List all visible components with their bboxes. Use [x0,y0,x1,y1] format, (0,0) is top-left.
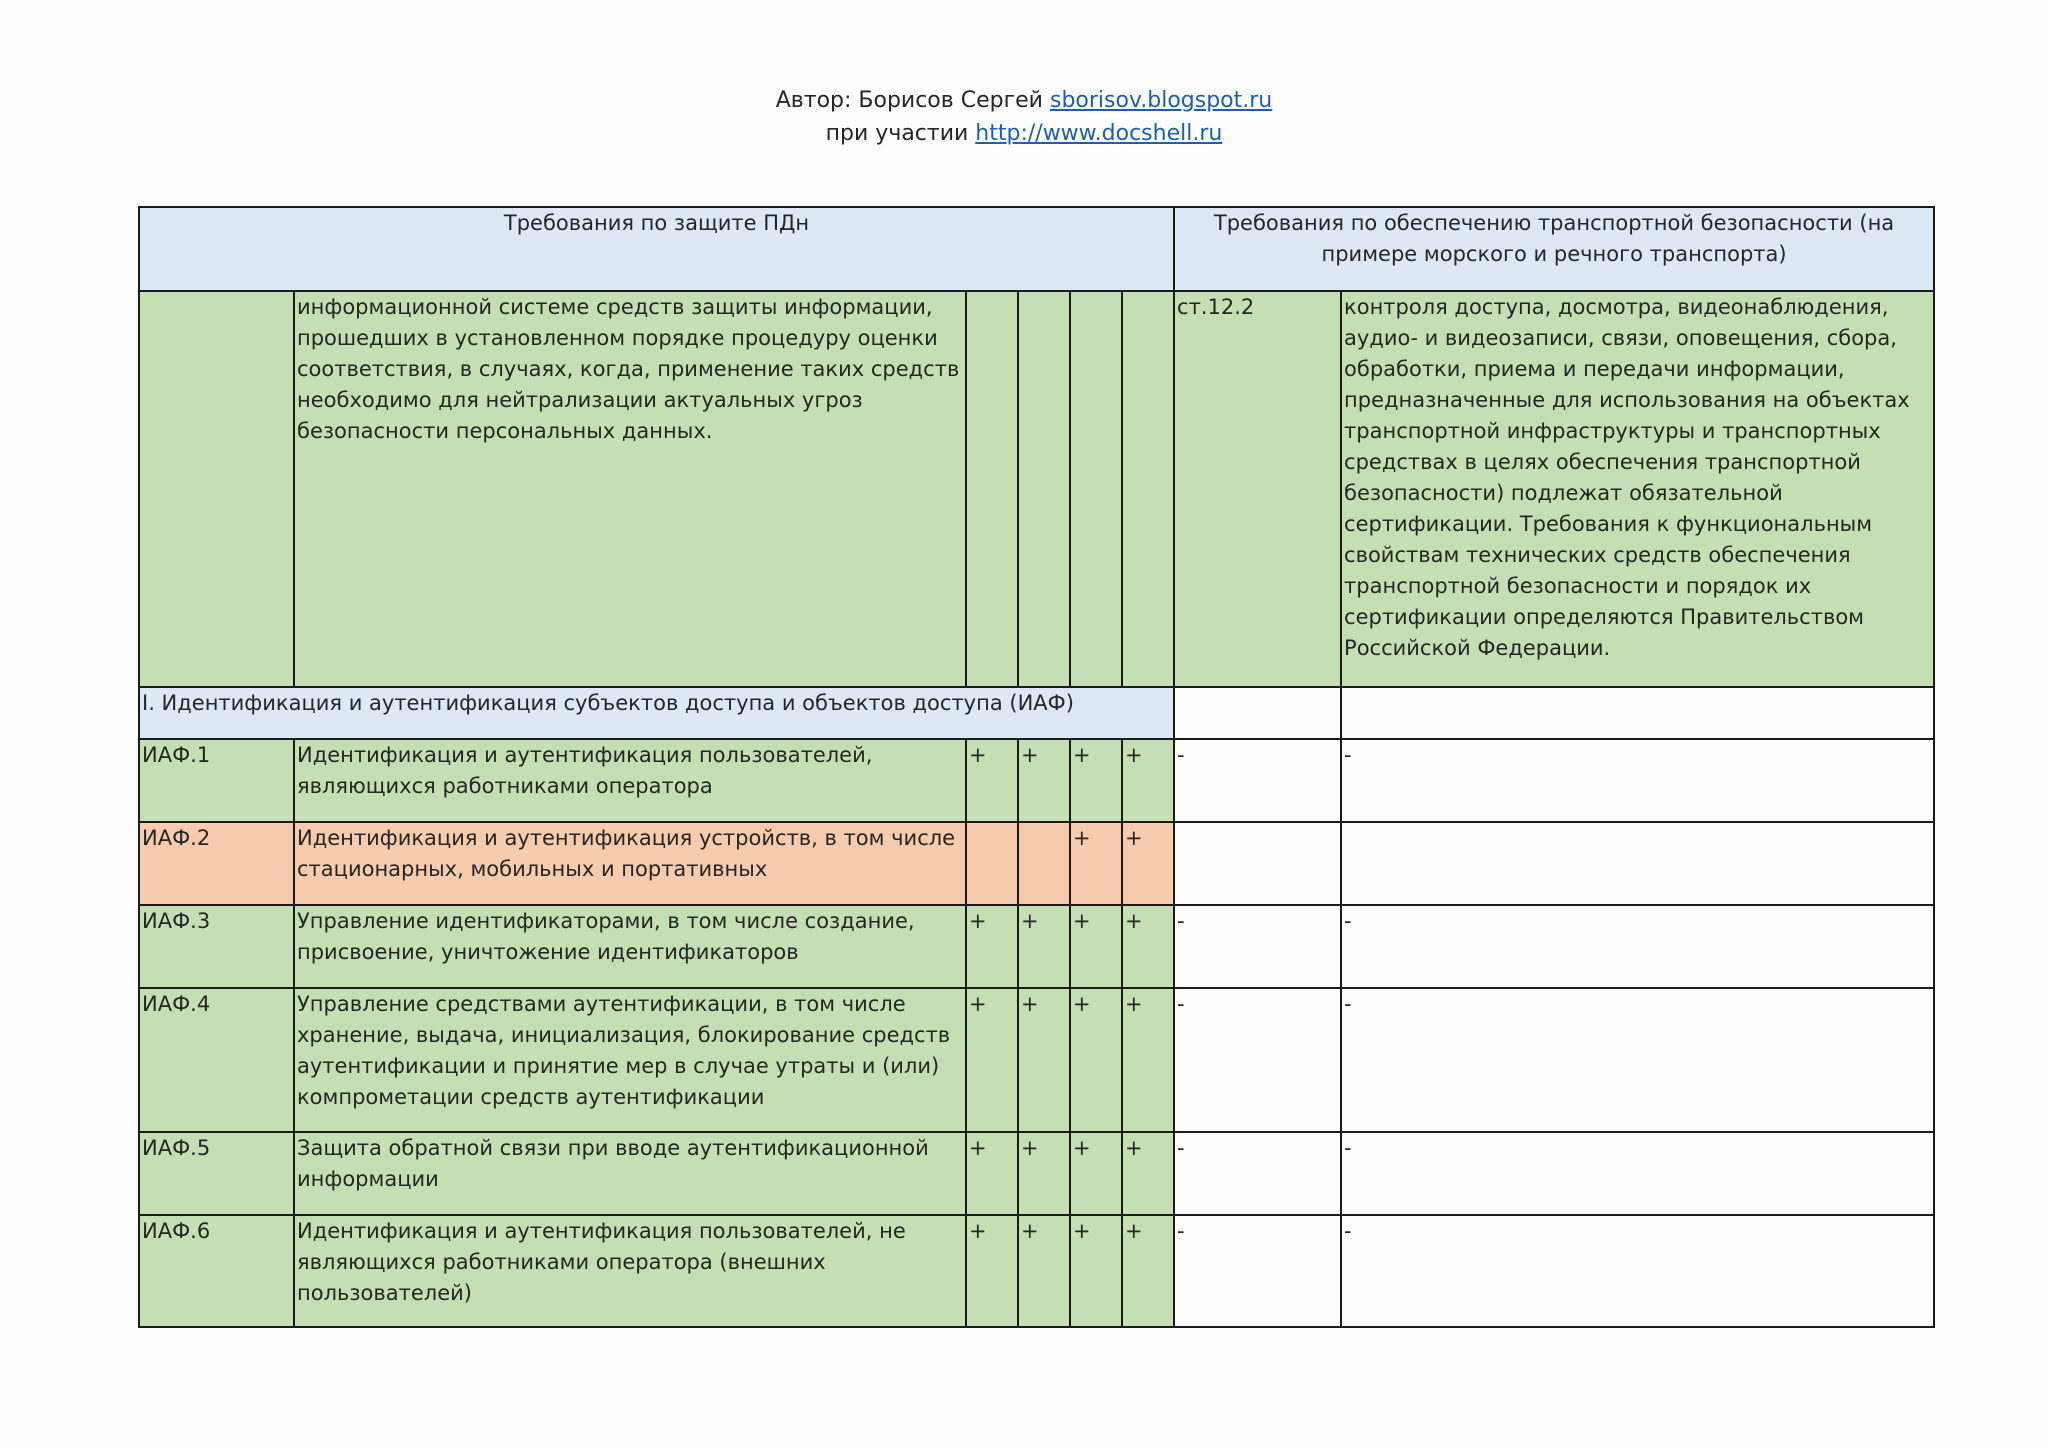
level-cell: + [1070,739,1122,822]
level-cell: + [1018,1215,1070,1327]
level-cell: + [1018,988,1070,1132]
level-cell: + [1070,822,1122,905]
level-cell: + [1070,905,1122,988]
level-cell: + [1018,905,1070,988]
table-row [139,1215,1934,1327]
level-cell: + [966,739,1018,822]
code-cell: ИАФ.1 [139,739,294,822]
table-row [139,988,1934,1132]
code-cell: ИАФ.6 [139,1215,294,1327]
code-cell: ИАФ.3 [139,905,294,988]
code-cell: ИАФ.5 [139,1132,294,1215]
transport-cell: контроля доступа, досмотра, видеонаблюдения, аудио- и видеозаписи, связи, оповещения, сбора, обработки, приема и передачи информации, предназначенные для использования на объектах транспортной инфраструктуры и транспортных средствах в целях обеспечения транспортной безопасности) подлежат обязательной сертификации. Требования к функциональным свойствам технических средств обеспечения транспортной безопасности и порядок их сертификации определяются Правительством Российской Федерации. [1341,291,1934,687]
transport-cell: - [1341,739,1934,822]
document-header [0,84,2048,150]
header-pdn: Требования по защите ПДн [139,207,1174,291]
level-cell: + [966,988,1018,1132]
level-cell [966,291,1018,687]
level-cell: + [1122,905,1174,988]
table-row [139,905,1934,988]
level-cell: + [966,1215,1018,1327]
level-cell [1018,822,1070,905]
level-cell: + [1122,1215,1174,1327]
level-cell: + [966,1132,1018,1215]
section-title: I. Идентификация и аутентификация субъектов доступа и объектов доступа (ИАФ) [139,687,1174,739]
level-cell [1070,291,1122,687]
table-header-row [139,207,1934,291]
article-cell: ст.12.2 [1174,291,1341,687]
level-cell: + [1122,739,1174,822]
section-row [139,687,1934,739]
transport-cell: - [1341,905,1934,988]
article-cell: - [1174,905,1341,988]
level-cell: + [1070,1215,1122,1327]
author-line [0,84,2048,117]
author-link[interactable]: sborisov.blogspot.ru [1049,88,1273,113]
desc-cell: Идентификация и аутентификация устройств, в том числе стационарных, мобильных и портативных [294,822,966,905]
table-row [139,1132,1934,1215]
participation-line [0,117,2048,150]
article-cell: - [1174,1132,1341,1215]
transport-cell: - [1341,988,1934,1132]
article-cell: - [1174,739,1341,822]
article-cell [1174,822,1341,905]
transport-cell: - [1341,1215,1934,1327]
level-cell: + [1070,988,1122,1132]
level-cell: + [1018,1132,1070,1215]
participation-prefix: при участии [825,121,976,146]
header-transport: Требования по обеспечению транспортной безопасности (на примере морского и речного транспорта) [1174,207,1934,291]
desc-cell: Управление идентификаторами, в том числе создание, присвоение, уничтожение идентификаторов [294,905,966,988]
article-cell: - [1174,988,1341,1132]
table-row [139,291,1934,687]
level-cell [1018,291,1070,687]
level-cell: + [1122,1132,1174,1215]
desc-cell: информационной системе средств защиты информации, прошедших в установленном порядке процедуру оценки соответствия, в случаях, когда, применение таких средств необходимо для нейтрализации актуальных угроз безопасности персональных данных. [294,291,966,687]
desc-cell: Идентификация и аутентификация пользователей, являющихся работниками оператора [294,739,966,822]
level-cell [1122,291,1174,687]
level-cell: + [1018,739,1070,822]
table-row [139,739,1934,822]
article-cell: - [1174,1215,1341,1327]
code-cell: ИАФ.4 [139,988,294,1132]
code-cell: ИАФ.2 [139,822,294,905]
participation-link[interactable]: http://www.docshell.ru [975,121,1223,146]
author-prefix: Автор: Борисов Сергей [775,88,1050,113]
transport-cell [1341,687,1934,739]
level-cell: + [966,905,1018,988]
transport-cell: - [1341,1132,1934,1215]
desc-cell: Идентификация и аутентификация пользователей, не являющихся работниками оператора (внешних пользователей) [294,1215,966,1327]
table-row [139,822,1934,905]
level-cell: + [1122,822,1174,905]
level-cell: + [1070,1132,1122,1215]
level-cell [966,822,1018,905]
level-cell: + [1122,988,1174,1132]
desc-cell: Управление средствами аутентификации, в том числе хранение, выдача, инициализация, блокирование средств аутентификации и принятие мер в случае утраты и (или) компрометации средств аутентификации [294,988,966,1132]
requirements-table [138,206,1935,1328]
code-cell [139,291,294,687]
article-cell [1174,687,1341,739]
transport-cell [1341,822,1934,905]
desc-cell: Защита обратной связи при вводе аутентификационной информации [294,1132,966,1215]
